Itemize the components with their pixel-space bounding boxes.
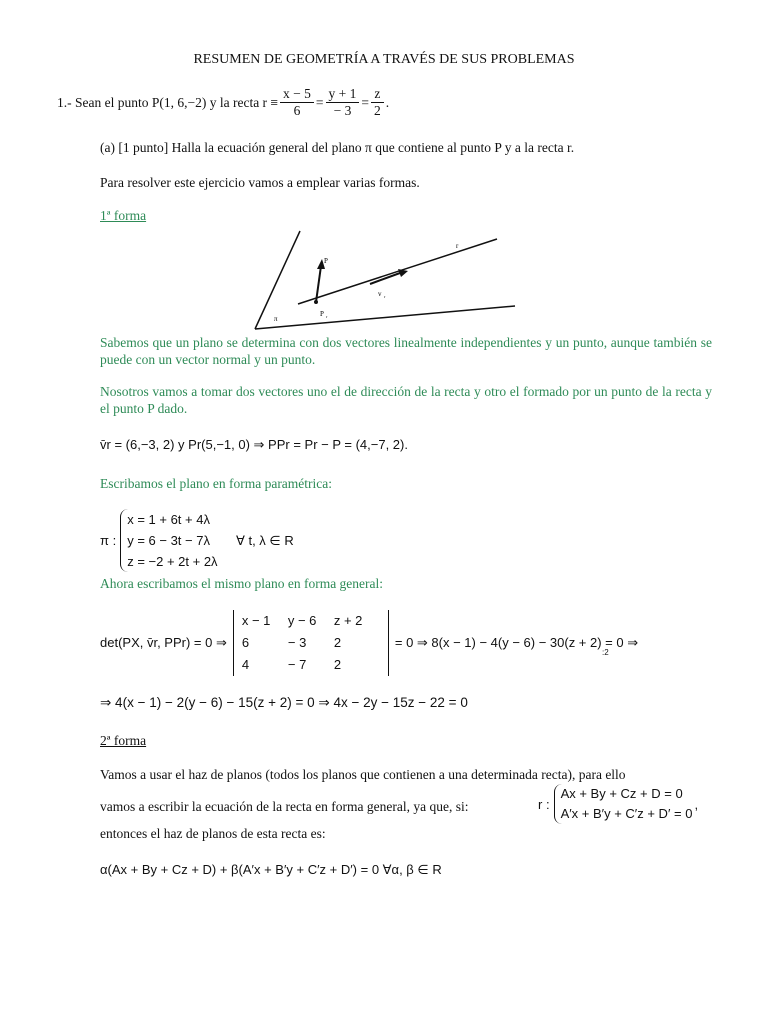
matrix-row-3: 4 − 7 2 — [241, 657, 342, 672]
parametric-lhs: π : — [100, 533, 117, 548]
haz-paragraph-2: vamos a escribir la ecuación de la recta en forma general, ya que, si: — [100, 799, 469, 814]
haz-formula: α(Ax + By + Cz + D) + β(A′x + B′y + C′z + D′) = 0 ∀α, β ∈ R — [100, 862, 442, 877]
parametric-eq2: y = 6 − 3t − 7λ ∀ t, λ ∈ R — [127, 533, 294, 548]
haz-r-label: r : — [538, 796, 550, 812]
parametric-brace — [120, 509, 294, 572]
resolve-intro: Para resolver este ejercicio vamos a emplear varias formas. — [100, 175, 420, 190]
label-p: P — [324, 257, 328, 265]
forma1-heading: 1ª forma — [100, 208, 147, 223]
line-r — [298, 239, 497, 304]
label-pi: π — [274, 315, 278, 323]
problem-statement: 1.- Sean el punto P(1, 6,−2) y la recta r ≡ $\frac{x - 5}{6}$ = $\frac{y + 1}{- 3}$ = $\frac{z}{2}$ . — [57, 86, 390, 118]
plane-edge-bottom — [255, 306, 515, 329]
point-pr — [314, 300, 318, 304]
determinant-rhs: = 0 ⇒ 8(x − 1) − 4(y − 6) − 30(z + 2) = 0 ⇒ — [394, 635, 639, 650]
fraction-z: $\frac{z}{2}$ — [371, 86, 384, 119]
determinant-matrix — [233, 610, 389, 676]
parametric-system — [100, 509, 294, 572]
green-paragraph-1: Sabemos que un plano se determina con dos vectores linealmente independientes y un punto, aunque también se puede con un vector normal y un punto. — [100, 335, 712, 367]
label-v: v — [378, 290, 382, 298]
haz-brace — [554, 784, 693, 824]
determinant-lhs: det(PX, v̄r, PPr) = 0 ⇒ — [100, 635, 227, 650]
matrix-row-2: 6 − 3 2 — [241, 635, 342, 650]
label-v-sub: r — [384, 294, 386, 299]
parametric-eq3: z = −2 + 2t + 2λ — [127, 554, 218, 569]
part-a-question: (a) [1 punto] Halla la ecuación general del plano π que contiene al punto P y a la recta r. — [100, 140, 575, 155]
problem-intro: 1.- Sean el punto P(1, 6,−2) y la recta r ≡ — [57, 94, 279, 110]
haz-eq1: Ax + By + Cz + D = 0 — [560, 786, 683, 801]
result-equation: ⇒ 4(x − 1) − 2(y − 6) − 15(z + 2) = 0 ⇒ 4x − 2y − 15z − 22 = 0 — [100, 695, 468, 710]
general-title: Ahora escribamos el mismo plano en forma general: — [100, 576, 384, 591]
green-paragraph-2: Nosotros vamos a tomar dos vectores uno el de dirección de la recta y otro el formado por un punto de la recta y el punto P dado. — [100, 384, 712, 416]
haz-paragraph-3: entonces el haz de planos de esta recta es: — [100, 826, 326, 841]
haz-comma: , — [694, 796, 699, 812]
parametric-title: Escribamos el plano en forma paramétrica: — [100, 476, 333, 491]
determinant-line — [100, 610, 638, 676]
fraction-y: $\frac{y + 1}{- 3}$ — [326, 86, 360, 119]
divide-note: :2 — [602, 648, 609, 657]
parametric-quantifier: ∀ t, λ ∈ R — [235, 533, 294, 548]
label-r: r — [456, 242, 459, 250]
page-title: RESUMEN DE GEOMETRÍA A TRAVÉS DE SUS PROBLEMAS — [193, 52, 575, 67]
geometry-figure — [250, 226, 520, 334]
vector-v-head — [398, 269, 408, 277]
haz-paragraph-1: Vamos a usar el haz de planos (todos los planos que contienen a una determinada recta), para ello — [100, 767, 626, 782]
fraction-x: $\frac{x - 5}{6}$ — [280, 86, 314, 119]
label-pr: P — [320, 310, 324, 318]
matrix-row-1: x − 1 y − 6 z + 2 — [241, 613, 363, 628]
forma2-heading: 2ª forma — [100, 733, 147, 748]
haz-eq2: A′x + B′y + C′z + D′ = 0 — [560, 806, 693, 821]
vectors-line: v̄r = (6,−3, 2) y Pr(5,−1, 0) ⇒ PPr = Pr − P = (4,−7, 2). — [100, 437, 408, 452]
haz-line-system — [538, 784, 698, 824]
parametric-eq1: x = 1 + 6t + 4λ — [127, 512, 210, 527]
label-pr-sub: r — [326, 314, 328, 319]
